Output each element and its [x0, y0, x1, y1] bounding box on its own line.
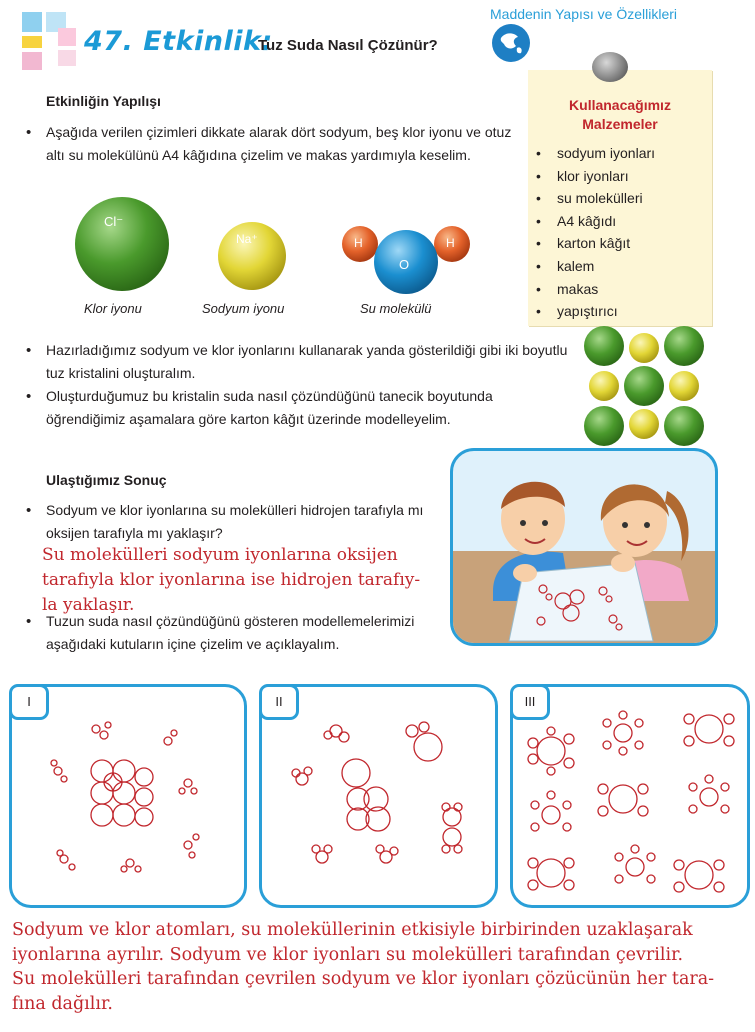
material-item: • sodyum iyonları: [532, 142, 655, 165]
material-item: • makas: [532, 278, 655, 301]
water-label: Su molekülü: [360, 301, 432, 316]
final-answer-line: iyonlarına ayrılır. Sodyum ve klor iyonları su molekülleri tarafından çevrilir.: [12, 944, 684, 965]
result-question1: • Sodyum ve klor iyonlarına su molekülleri hidrojen tarafıyla mı oksijen tarafıyla mı yaklaşır?: [20, 499, 450, 545]
materials-note: [528, 70, 712, 326]
final-answer: [12, 918, 752, 1016]
result-heading: Ulaştığımız Sonuç: [46, 472, 167, 488]
materials-title: [528, 96, 712, 134]
unit-title: Maddenin Yapısı ve Özellikleri: [490, 6, 678, 22]
material-item: • kalem: [532, 255, 655, 278]
chloride-ion-figure: [72, 194, 172, 294]
salt-crystal-figure: [582, 326, 706, 448]
result-question1-list: [20, 499, 450, 545]
procedure-heading: Etkinliğin Yapılışı: [46, 93, 161, 109]
answer1-line: la yaklaşır.: [42, 595, 135, 615]
material-item: • su molekülleri: [532, 187, 655, 210]
answer1: [42, 543, 472, 618]
box-label: III: [510, 684, 550, 720]
unit-icon: [492, 24, 530, 62]
hydrogen-symbol-right: H: [446, 236, 455, 250]
material-item: • karton kâğıt: [532, 232, 655, 255]
sodium-symbol: Na⁺: [236, 232, 258, 246]
water-molecule-figure: [340, 224, 474, 296]
hydrogen-symbol-left: H: [354, 236, 363, 250]
oxygen-symbol: O: [399, 257, 410, 272]
chloride-label: Klor iyonu: [84, 301, 142, 316]
box-label: I: [9, 684, 49, 720]
materials-title-line2: Malzemeler: [582, 116, 658, 132]
result-question2: • Tuzun suda nasıl çözündüğünü gösteren modellemelerimizi aşağıdaki kutuların içine çizelim ve açıklayalım.: [20, 610, 450, 656]
final-answer-line: Su molekülleri tarafından çevrilen sodyum ve klor iyonları çözücünün her tara-: [12, 969, 715, 989]
materials-title-line1: Kullanacağımız: [569, 97, 671, 113]
activity-number: 47. Etkinlik:: [84, 26, 273, 57]
procedure-step: • Hazırladığımız sodyum ve klor iyonlarını kullanarak yanda gösterildiği gibi iki boyutlu tuz kristalini oluşturalım.: [20, 339, 570, 385]
answer1-line: tarafıyla klor iyonlarına ise hidrojen tarafıy-: [42, 570, 421, 590]
material-item: • A4 kâğıdı: [532, 210, 655, 233]
procedure-steps: [20, 339, 570, 431]
children-illustration: [450, 448, 718, 646]
material-item: • klor iyonları: [532, 165, 655, 188]
final-answer-line: Sodyum ve klor atomları, su moleküllerinin etkisiyle birbirinden uzaklaşarak: [12, 920, 693, 940]
procedure-intro: • Aşağıda verilen çizimleri dikkate alarak dört sodyum, beş klor iyonu ve otuz altı su molekülünü A4 kâğıdına çizelim ve makas yardımıyla keselim.: [20, 121, 518, 167]
model-box-2: [259, 684, 498, 908]
sodium-ion-figure: [216, 220, 288, 292]
final-answer-line: fına dağılır.: [12, 993, 113, 1014]
procedure-step: • Oluşturduğumuz bu kristalin suda nasıl çözündüğünü tanecik boyutunda öğrendiğimiz aşamalara göre karton kâğıt üzerinde modelleyelim.: [20, 385, 570, 431]
logo: [22, 12, 78, 70]
box-label: II: [259, 684, 299, 720]
material-item: • yapıştırıcı: [532, 300, 655, 323]
model-box-1: [9, 684, 247, 908]
chloride-symbol: Cl⁻: [104, 214, 124, 229]
answer1-line: Su molekülleri sodyum iyonlarına oksijen: [42, 545, 398, 565]
procedure-intro-list: [20, 121, 518, 167]
sodium-label: Sodyum iyonu: [202, 301, 285, 316]
pushpin-icon: [592, 52, 628, 82]
activity-title: Tuz Suda Nasıl Çözünür?: [258, 37, 438, 54]
model-box-3: [510, 684, 750, 908]
result-question2-list: [20, 610, 450, 656]
materials-list: [532, 142, 655, 323]
